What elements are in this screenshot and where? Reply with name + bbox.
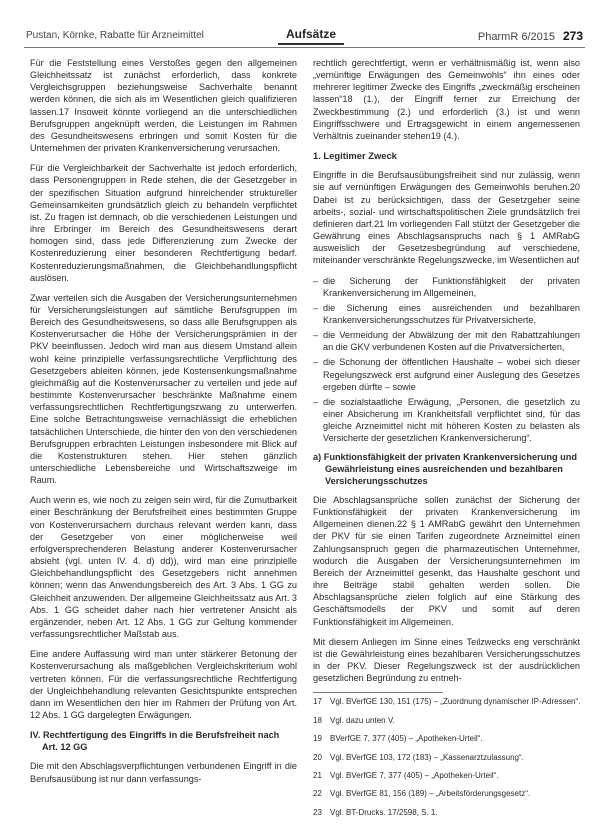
list-item: – die Schonung der öffentlichen Haushalte – wobei sich dieser Regelungszweck erst aufgrund einer Auslegung des Gesetzes ergeben dürfte – sowie (313, 356, 580, 392)
footnote-text: Vgl. BVerfGE 130, 151 (175) – „Zuordnung dynamischer IP-Adressen“. (330, 697, 580, 707)
footnote-number: 20 (313, 752, 322, 762)
footnote-number: 23 (313, 807, 322, 817)
footnote (313, 789, 580, 799)
footnote-number: 17 (313, 697, 322, 707)
list-item: – die Vermeidung der Abwälzung der mit den Rabattzahlungen an die GKV verbundenen Kosten auf die Privatversicherten, (313, 329, 580, 353)
section-label: Aufsätze (278, 26, 344, 45)
list-item: – die Sicherung der Funktionsfähigkeit der privaten Krankenversicherung im Allgemeinen, (313, 275, 580, 299)
paragraph: Mit diesem Anliegen im Sinne eines Teilzwecks eng verschränkt ist die Gewährleistung eines bezahlbaren Versicherungsschutzes in der PKV. Dieser Regelungszweck ist der ausdrücklichen gesetzlichen Begründung zu entneh- (313, 636, 580, 684)
footnote (313, 716, 580, 726)
footnote (313, 753, 580, 763)
paragraph: Eingriffe in die Berufsausübungsfreiheit sind nur zulässig, wenn sie auf vernünftigen Erwägungen des Gemeinwohls beruhen.20 Dabei ist zu berücksichtigen, dass der Gesetzgeber seine arbeits-, sozial- und wirtschaftspolitischen Ziele grundsätzlich frei definieren darf.21 Im vorliegenden Fall stützt der Gesetzgeber die Gewährung eines Abschlagsanspruchs nach § 1 AMRabG ausweislich der Gesetzesbegründung auf verschiedene, miteinander verschränkte Regelungszwecke, im Wesentlichen auf (313, 170, 580, 266)
footnotes (313, 697, 580, 818)
footnote-number: 22 (313, 789, 322, 799)
page-number: 273 (562, 29, 583, 43)
purpose-list (313, 275, 580, 445)
list-item: – die Sicherung eines ausreichenden und bezahlbaren Krankenversicherungsschutzes für Privatversicherte, (313, 302, 580, 326)
footnote (313, 697, 580, 707)
header-rule (24, 47, 585, 48)
paragraph: Die mit den Abschlagsverpflichtungen verbundenen Eingriff in die Berufsausübung ist nur dann verfassungs- (30, 761, 297, 784)
journal-issue: PharmR 6/2015 (477, 31, 555, 43)
footnote-number: 18 (313, 715, 322, 725)
section-heading-iv: IV. Rechtfertigung des Eingriffs in die Berufsfreiheit nach Art. 12 GG (30, 730, 280, 753)
footnote-rule (313, 692, 443, 693)
paragraph: rechtlich gerechtfertigt, wenn er verhältnismäßig ist, wenn also „vernünftige Erwägungen des Gemeinwohls“ ihn eines oder mehrerer legitimer Zwecke des Eingriffs „zweckmäßig erscheinen lassen“18 (1.), der Eingriff ferner zur Erreichung der Zweckbestimmung (2.) und erforderlich (3.) ist und wenn Eingriffsschwere und Ertragsgewicht in einem angemessenen Verhältnis zueinander stehen19 (4.). (313, 58, 580, 141)
left-column (30, 57, 297, 793)
section-heading-a: a) Funktionsfähigkeit der privaten Krankenversicherung und Gewährleistung eines ausreichenden und bezahlbaren Versicherungsschutzes (313, 451, 577, 486)
section-heading-1: 1. Legitimer Zweck (313, 150, 397, 162)
paragraph: Eine andere Auffassung wird man unter stärkerer Betonung der Kostenverursachung als maßgeblichen Vergleichskriterium wohl vertreten können. Für die verfassungsrechtliche Rechtfertigung der Ungleichbehandlung relevanten Gesichtspunkte entsprechen dann im Wesentlichen den hier im Rahmen der Prüfung von Art. 12 Abs. 1 GG dargelegten Erwägungen. (30, 649, 297, 720)
paragraph: Zwar verteilen sich die Ausgaben der Versicherungsunternehmen für Versicherungsleistungen auf sämtliche Berufsgruppen im Bereich des Gesundheitswesens, so dass alle Berufsgruppen als Kostenverursacher die Höhe der Versicherungsprämien in der PKV beeinflussen. Jedoch wird man aus diesem Umstand allein wohl keine prinzipielle verfassungsrechtliche Verpflichtung des Gesetzgebers ableiten können, jede Kostensenkungsmaßnahme gleichmäßig auf die Kostenverursacher zu verteilen und jede auf bestimmte Kostenverursacher beschränkte Maßnahme einem verfassungsrechtlichen Rechtfertigungszwang zu unterwerfen. Eine solche Betrachtungsweise vernachlässigt die erheblichen tatsächlichen Unterschiede, die hinter den von den verschiedenen Berufsgruppen erbrachten Leistungen insbesondere mit Blick auf die Kostenstrukturen stehen. Hier stehen gänzlich unterschiedliche Lebensbereiche und Wirtschaftszweige im Raum. (30, 292, 297, 486)
footnote-number: 19 (313, 734, 322, 744)
footnote-text: Vgl. BVerfGE 7, 377 (405) – „Apotheken-Urteil“. (330, 770, 499, 780)
running-header-authors: Pustan, Körnke, Rabatte für Arzneimittel (26, 30, 204, 41)
paragraph: Auch wenn es, wie noch zu zeigen sein wird, für die Zumutbarkeit einer Beschränkung der Berufsfreiheit eines bestimmten Gruppe von Kostenverursachern durchaus relevant werden kann, dass der Gesetzgeber von einer möglicherweise weil erfolgversprechenderen Belastung anderer Kostenverursacher absieht (vgl. unten IV. 4. d) dd)), wird man eine prinzipielle Gleichbehandlungspflicht des Gesetzgebers nicht annehmen können; wenn das Anwendungsbereich des Art. 3 Abs. 1 GG zu Gleichheit anzuwenden. Der allgemeine Gleichheitssatz aus Art. 3 Abs. 1 GG scheidet daher nach hier vertretener Ansicht als ergänzender, neben Art. 12 Abs. 1 GG zur Geltung kommender verfassungsrechtlicher Maßstab aus. (30, 495, 297, 640)
footnote-text: Vgl. BVerfGE 103, 172 (183) – „Kassenarztzulassung“. (330, 752, 524, 762)
footnote-number: 21 (313, 770, 322, 780)
footnote (313, 808, 580, 818)
journal-reference (478, 29, 583, 43)
footnote-text: Vgl. dazu unten V. (330, 715, 395, 725)
right-column (313, 57, 580, 826)
footnote-text: Vgl. BT-Drucks. 17/2598, S. 1. (330, 807, 438, 817)
footnote (313, 734, 580, 744)
footnote-text: Vgl. BVerfGE 81, 156 (189) – „Arbeitsförderungsgesetz“. (330, 789, 531, 799)
footnote-text: BVerfGE 7, 377 (405) – „Apotheken-Urteil“. (330, 734, 483, 744)
list-item: – die sozialstaatliche Erwägung, „Personen, die gesetzlich zu einer Absicherung im Krankheitsfall verpflichtet sind, für das gleiche Arzneimittel nicht mit höheren Kosten zu belasten als Versicherte der gesetzlichen Krankenversicherung“. (313, 396, 580, 445)
paragraph: Die Abschlagsansprüche sollen zunächst der Sicherung der Funktionsfähigkeit der privaten Krankenversicherung im Allgemeinen dienen.22 § 1 AMRabG gewährt den Unternehmen der PKV für sie einen Tarifen zugeordnete Arzneimittel einen Zahlungsanspruch gegen die pharmazeutischen Unternehmer, wodurch die Ausgaben der Versicherungsunternehmen im Bereich der Arzneimittel gesenkt, das Haushalte geschont und ihre Beiträge stabil gehalten werden sollen. Die Abschlagsansprüche zielen folglich auf eine Stärkung des Geschäftsmodells der PKV und somit auf deren Funktionsfähigkeit im Allgemeinen. (313, 495, 580, 627)
paragraph: Für die Vergleichbarkeit der Sachverhalte ist jedoch erforderlich, dass Personengruppen in Rede stehen, die der Gesetzgeber in der spezifischen Situation aufgrund hinreichender struktureller Gemeinsamkeiten grundsätzlich gleich zu behandeln verpflichtet ist. Zu fragen ist demnach, ob die verschiedenen Leistungen und ihre Erbringer im Bereich des Gesundheitswesens derart homogen sind, dass jede Differenzierung zum Zwecke der Kostenreduzierung einer besonderen Rechtfertigung bedarf. Kostenreduzierungsmaßnahmen, die Gleichbehandlungspflicht auslösen. (30, 163, 297, 283)
footnote (313, 771, 580, 781)
paragraph: Für die Feststellung eines Verstoßes gegen den allgemeinen Gleichheitssatz ist zunächst erforderlich, dass konkrete Vergleichsgruppen beziehungsweise Sachverhalte benannt werden können, die sich als im Wesentlichen gleich qualifizieren lassen.17 Insoweit könnte vorliegend an die unterschiedlichen Berufsgruppen angeknüpft werden, die Leistungen im Rahmen des Gesundheitswesens erbringen und somit Kosten für die Unternehmen der privaten Krankenversicherung verursachen. (30, 58, 297, 154)
